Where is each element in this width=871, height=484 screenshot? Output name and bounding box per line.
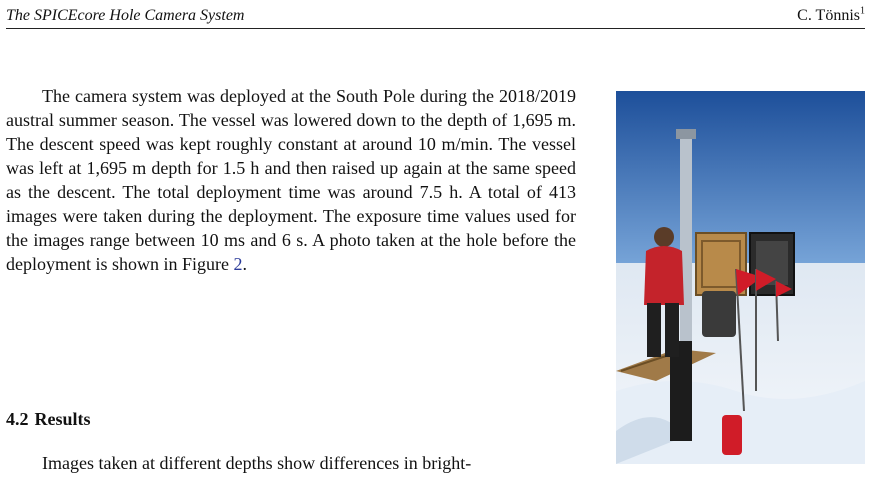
paragraph-text: The camera system was deployed at the South Pole during the 2018/2019 austral summer season. The vessel was lowered down to the depth of 1,695 m. The descent speed was kept roughly constant at around 10 m/min. The vessel was left at 1,695 m depth for 1.5 h and then raised up again at the same speed as the descent. The total deployment time was around 7.5 h. A total of 413 images were taken during the deployment. The exposure time values used for the images range between 10 ms and 6 s. A photo taken at the hole before the deployment is shown in Figure	[6, 86, 576, 274]
winch-drum	[702, 291, 736, 337]
deployment-photo	[616, 91, 865, 464]
paragraph-text-end: .	[242, 254, 247, 274]
figure-reference-link[interactable]: 2	[233, 254, 243, 274]
running-head	[6, 6, 865, 29]
person-head	[654, 227, 674, 247]
person-jacket	[644, 246, 684, 305]
running-head-title: The SPICEcore Hole Camera System	[6, 7, 245, 24]
results-paragraph	[6, 451, 576, 475]
section-heading	[6, 409, 91, 430]
author-name: C. Tönnis	[797, 7, 860, 24]
person-leg-right	[665, 303, 679, 357]
results-text: Images taken at different depths show differences in bright-	[42, 453, 472, 473]
deployment-photo-illustration	[616, 91, 865, 464]
body-column	[6, 84, 576, 276]
running-head-author	[797, 7, 865, 25]
section-number: 4.2	[6, 409, 29, 429]
red-canister	[722, 415, 742, 455]
author-affiliation-mark: 1	[860, 5, 865, 17]
person-leg-left	[647, 303, 661, 357]
section-title: Results	[34, 409, 91, 429]
tower-top	[676, 129, 696, 139]
deployment-paragraph	[6, 84, 576, 276]
